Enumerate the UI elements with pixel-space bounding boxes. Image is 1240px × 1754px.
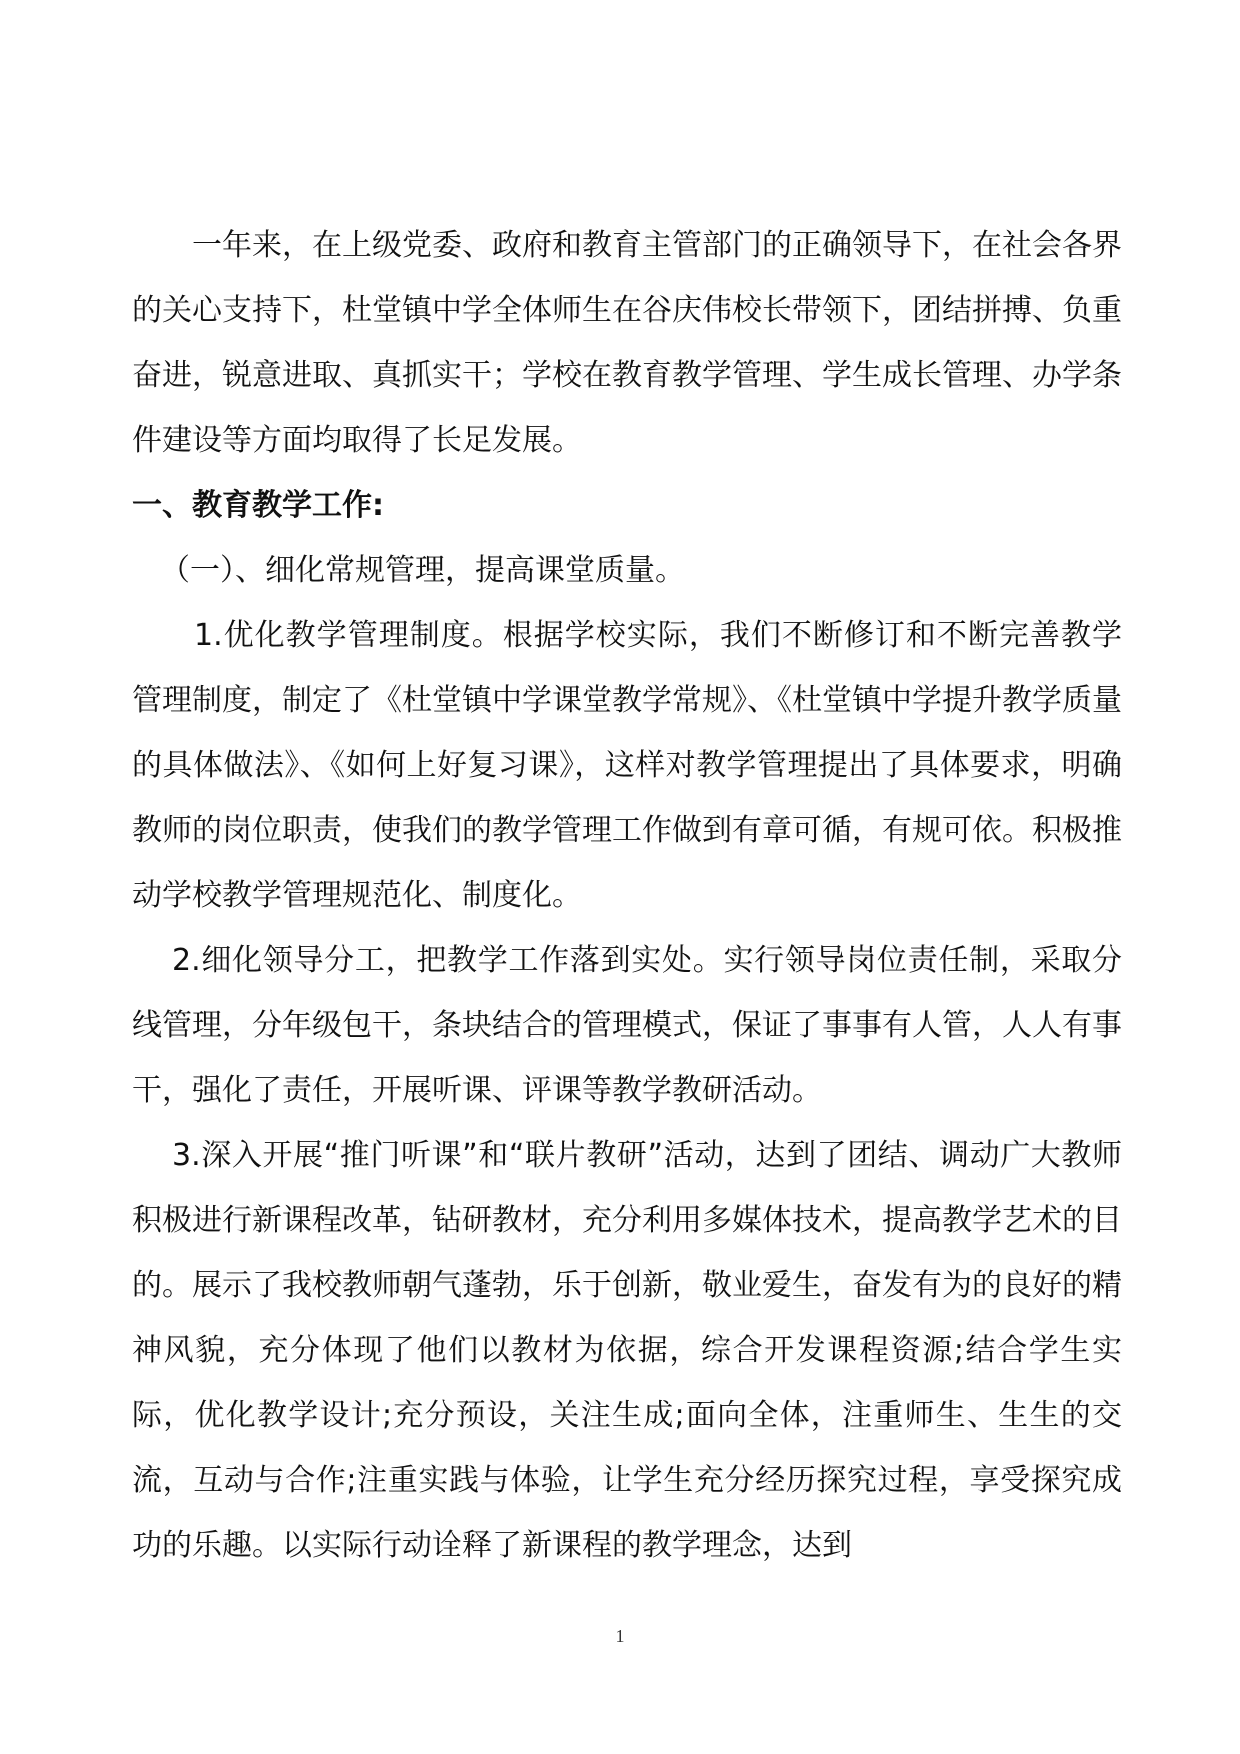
section-heading: 一、教育教学工作: (132, 488, 384, 523)
intro-paragraph: 一年来，在上级党委、政府和教育主管部门的正确领导下，在社会各界的关心支持下，杜堂镇中学全体师生在谷庆伟校长带领下，团结拼搏、负重奋进，锐意进取、真抓实干；学校在教育教学管理、学生成长管理、办学条件建设等方面均取得了长足发展。 (132, 228, 1122, 458)
document-body (132, 213, 1122, 1578)
paragraph-item-2: 2.细化领导分工，把教学工作落到实处。实行领导岗位责任制，采取分线管理，分年级包干，条块结合的管理模式，保证了事事有人管，人人有事干，强化了责任，开展听课、评课等教学教研活动。 (132, 943, 1122, 1108)
page-number: 1 (615, 1626, 625, 1646)
paragraph-item-3: 3.深入开展“推门听课”和“联片教研”活动，达到了团结、调动广大教师积极进行新课程改革，钻研教材，充分利用多媒体技术，提高教学艺术的目的。展示了我校教师朝气蓬勃，乐于创新，敬业爱生，奋发有为的良好的精神风貌，充分体现了他们以教材为依据，综合开发课程资源;结合学生实际，优化教学设计;充分预设，关注生成;面向全体，注重师生、生生的交流，互动与合作;注重实践与体验，让学生充分经历探究过程，享受探究成功的乐趣。以实际行动诠释了新课程的教学理念，达到 (132, 1138, 1122, 1563)
subsection-heading: （一）、细化常规管理，提高课堂质量。 (160, 553, 685, 588)
paragraph-item-1: 1.优化教学管理制度。根据学校实际，我们不断修订和不断完善教学管理制度，制定了《杜堂镇中学课堂教学常规》、《杜堂镇中学提升教学质量的具体做法》、《如何上好复习课》，这样对教学管理提出了具体要求，明确教师的岗位职责，使我们的教学管理工作做到有章可循，有规可依。积极推动学校教学管理规范化、制度化。 (132, 618, 1122, 913)
